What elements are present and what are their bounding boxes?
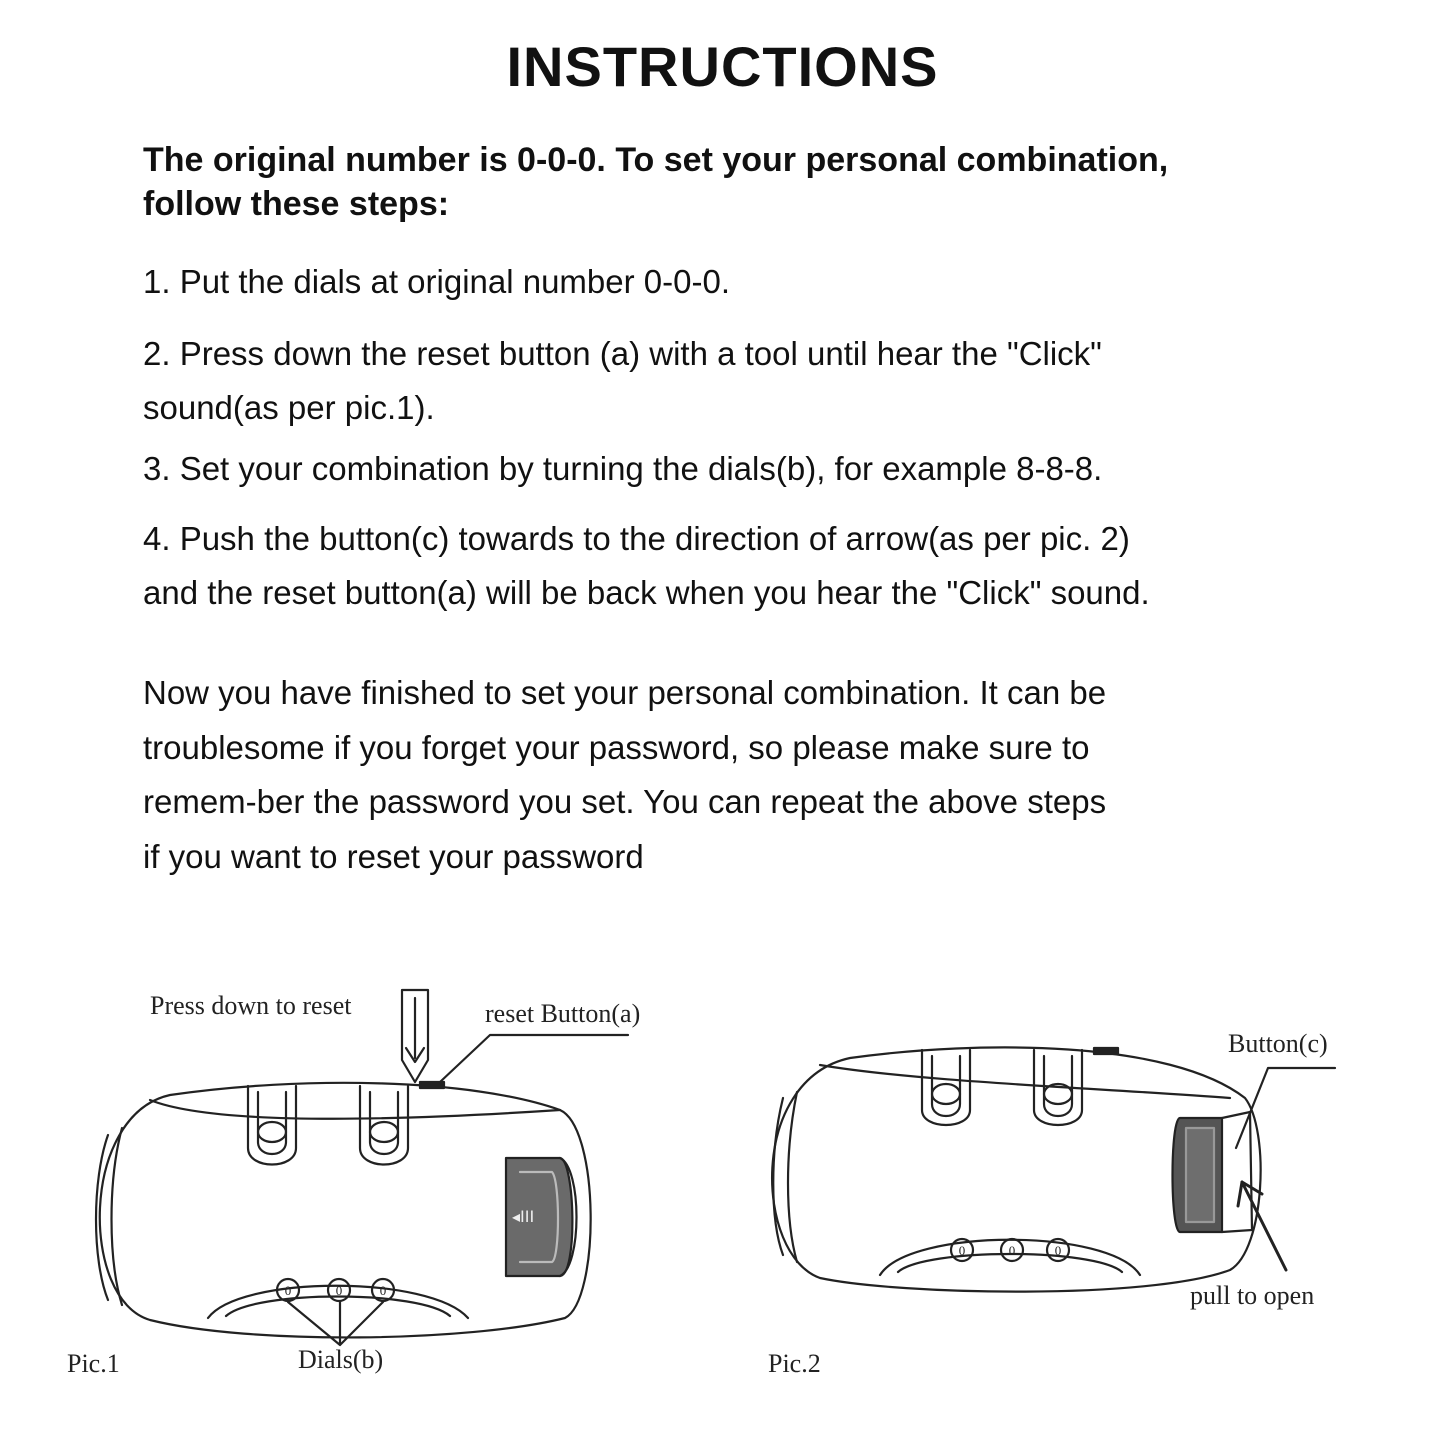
pic2-dial-2-digit: 0 <box>1008 1243 1016 1258</box>
step-2-line-2: sound(as per pic.1). <box>143 389 435 426</box>
closing-line-2: troublesome if you forget your password, so please make sure to <box>143 728 1090 766</box>
pic1-press-label: Press down to reset <box>150 991 352 1020</box>
closing-line-4: if you want to reset your password <box>143 837 644 875</box>
pic1-left-curve <box>96 1135 108 1300</box>
pic2-shackle-hole-1 <box>922 1050 970 1125</box>
pic2-button-c <box>1173 1112 1253 1232</box>
pic1-dial-3-digit: 0 <box>379 1283 387 1298</box>
pic2-dial-3-digit: 0 <box>1054 1243 1062 1258</box>
pic1-dials-label: Dials(b) <box>298 1345 384 1374</box>
pic1-dial-2-digit: 0 <box>335 1283 343 1298</box>
pic2-button-label: Button(c) <box>1228 1029 1328 1058</box>
pic1-dial-1-digit: 0 <box>284 1283 292 1298</box>
pic2-lock-figure <box>772 1047 1335 1291</box>
step-1-line-1: 1. Put the dials at original number 0-0-0. <box>143 263 730 300</box>
pic1-top-rim <box>150 1100 560 1119</box>
page-title: INSTRUCTIONS <box>506 35 939 98</box>
pic1-tool-pen <box>402 990 428 1082</box>
pic2-pull-label: pull to open <box>1190 1281 1315 1310</box>
pic1-shackle-hole-2 <box>360 1086 408 1165</box>
pic1-side-button <box>506 1158 577 1276</box>
closing-line-1: Now you have finished to set your personal combination. It can be <box>143 674 1107 711</box>
pic1-caption: Pic.1 <box>67 1349 120 1378</box>
pic1-reset-leader <box>440 1035 628 1082</box>
pic2-dial-1-digit: 0 <box>958 1243 966 1258</box>
pic2-pull-arrow <box>1238 1182 1286 1270</box>
pic2-caption: Pic.2 <box>768 1349 821 1378</box>
intro-line-1: The original number is 0-0-0. To set your personal combination, <box>143 141 1169 179</box>
pic1-shackle-hole-1 <box>248 1086 296 1165</box>
intro-line-2: follow these steps: <box>143 185 450 223</box>
pic1-reset-label: reset Button(a) <box>485 999 641 1028</box>
closing-line-3: remem-ber the password you set. You can repeat the above steps <box>143 783 1107 820</box>
svg-text:◂III: ◂III <box>512 1207 535 1226</box>
step-4-line-2: and the reset button(a) will be back when you hear the "Click" sound. <box>143 574 1150 611</box>
pic1-dials-leader <box>288 1302 383 1345</box>
step-3-line-1: 3. Set your combination by turning the dials(b), for example 8-8-8. <box>143 450 1103 487</box>
step-2-line-1: 2. Press down the reset button (a) with a tool until hear the "Click" <box>143 335 1102 372</box>
pic1-lock-figure <box>96 990 628 1345</box>
pic1-left-curve-inner <box>112 1128 123 1305</box>
step-4-line-1: 4. Push the button(c) towards to the direction of arrow(as per pic. 2) <box>143 520 1130 557</box>
